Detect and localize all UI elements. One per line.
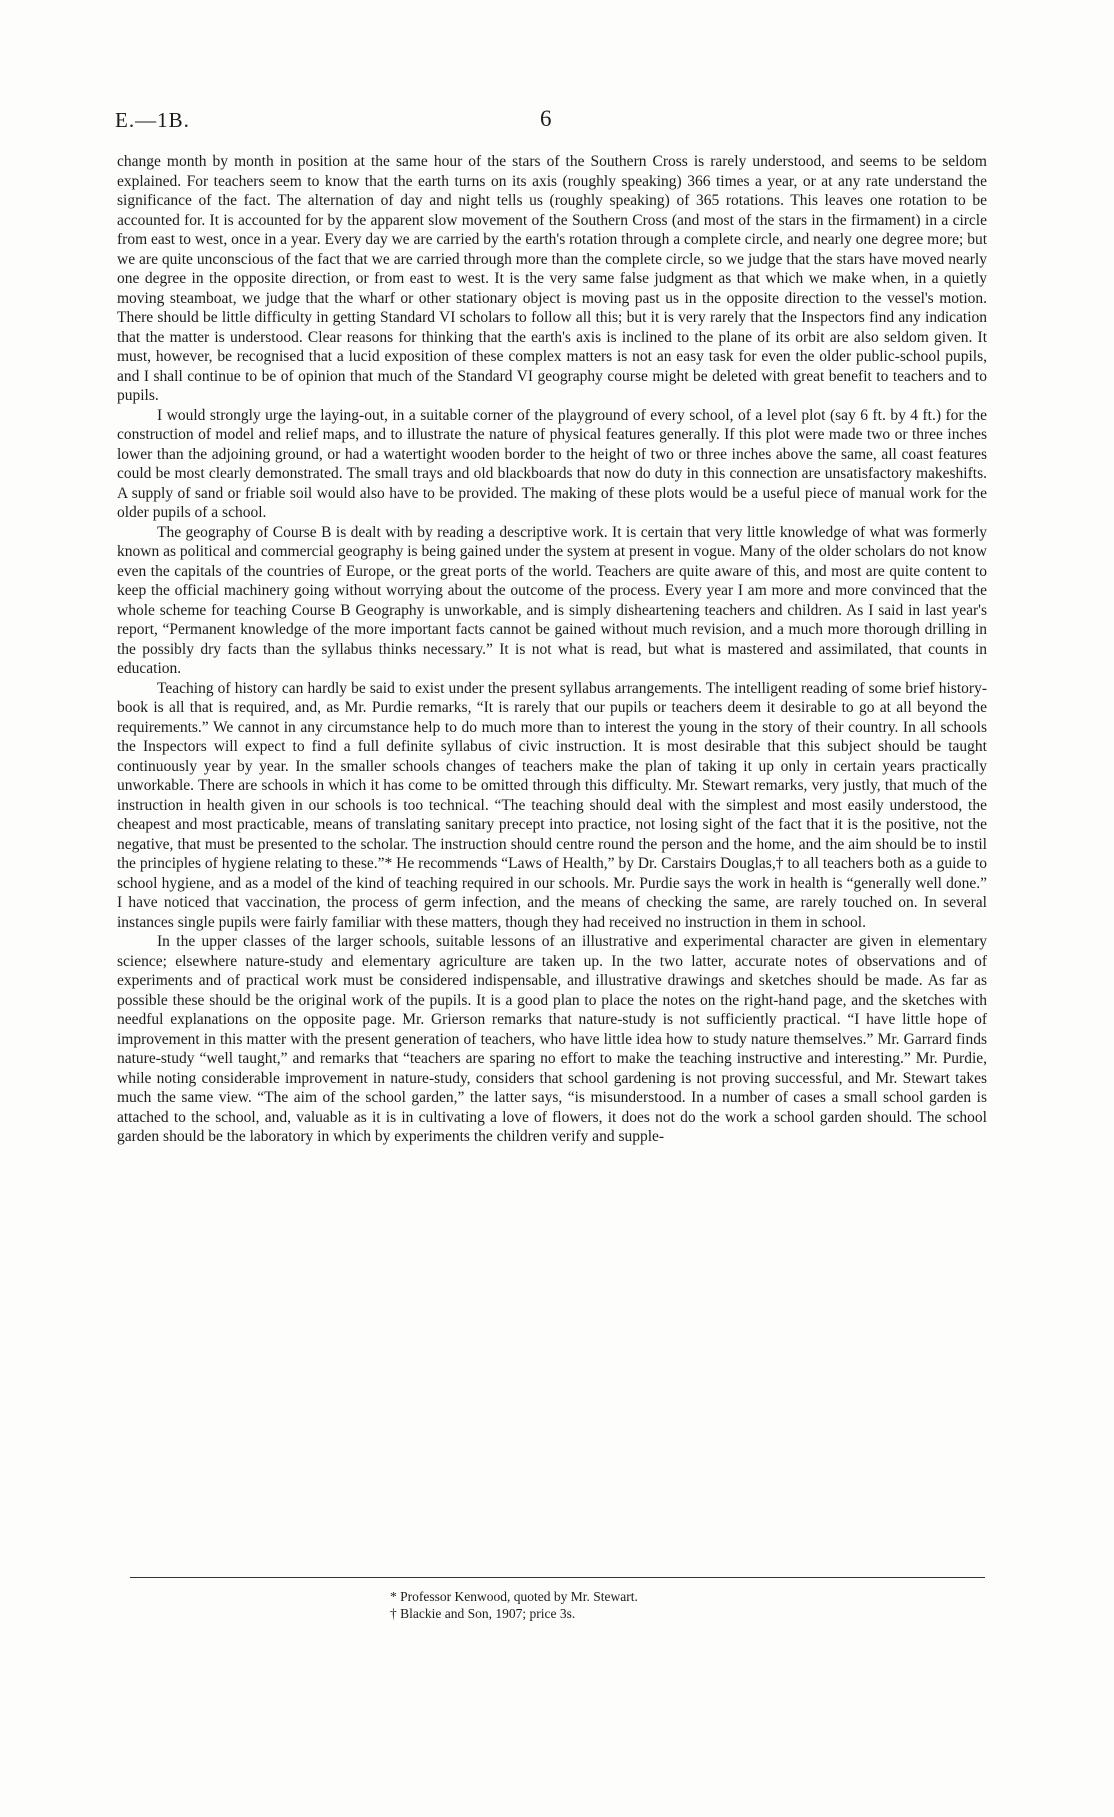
body-text [117,152,987,1147]
page-number: 6 [540,106,552,131]
footnotes [390,1588,890,1622]
footnote-2: † Blackie and Son, 1907; price 3s. [390,1606,576,1621]
paragraph-geography-course-b: The geography of Course B is dealt with by reading a descriptive work. It is certain that very little knowledge of what was formerly known as political and commercial geography is being gained under the system at present in vogue. Many of the older scholars do not know even the capitals of the countries of Europe, or the great ports of the world. Teachers are quite aware of this, and most are quite content to keep the official machinery going without worrying about the outcome of the process. Every year I am more and more convinced that the whole scheme for teaching Course B Geography is unworkable, and is simply disheartening teachers and children. As I said in last year's report, “Permanent knowledge of the more important facts cannot be gained without much revision, and a much more thorough drilling in the possibly dry facts than the syllabus thinks necessary.” It is not what is read, but what is mastered and assimilated, that counts in education. [117,523,987,677]
paragraph-astronomy: change month by month in position at the same hour of the stars of the Southern Cross is rarely understood, and seems to be seldom explained. For teachers seem to know that the earth turns on its axis (roughly speaking) 366 times a year, or at any rate understand the significance of the fact. The alternation of day and night tells us (roughly speaking) of 365 rotations. This leaves one rotation to be accounted for. It is accounted for by the apparent slow movement of the Southern Cross (and most of the stars in the firmament) in a circle from east to west, once in a year. Every day we are carried by the earth's rotation through a complete circle, and nearly one degree more; but we are quite unconscious of the fact that we are carried through more than the complete circle, so we judge that the stars have moved nearly one degree in the opposite direction, or from east to west. It is the very same false judgment as that which we make when, in a quietly moving steamboat, we judge that the wharf or other stationary object is moving past us in the opposite direction to the vessel's motion. There should be little difficulty in getting Standard VI scholars to follow all this; but it is very rarely that the Inspectors find any indication that the matter is understood. Clear reasons for thinking that the earth's axis is inclined to the plane of its orbit are also seldom given. It must, however, be recognised that a lucid exposition of these complex matters is not an easy task for even the older public-school pupils, and I shall continue to be of opinion that much of the Standard VI geography course might be deleted with great benefit to teachers and to pupils. [117,153,987,404]
footnote-1: * Professor Kenwood, quoted by Mr. Stewart. [390,1589,638,1604]
footnote-divider [130,1577,985,1578]
paragraph-relief-maps: I would strongly urge the laying-out, in a suitable corner of the playground of every school, of a level plot (say 6 ft. by 4 ft.) for the construction of model and relief maps, and to illustrate the nature of physical features generally. If this plot were made two or three inches lower than the adjoining ground, or had a watertight wooden border to the height of two or three inches above the same, all coast features could be most clearly demonstrated. The small trays and old blackboards that now do duty in this connection are unsatisfactory makeshifts. A supply of sand or friable soil would also have to be provided. The making of these plots would be a useful piece of manual work for the older pupils of a school. [117,406,987,521]
paragraph-history-health: Teaching of history can hardly be said to exist under the present syllabus arrangements. The intelligent reading of some brief history-book is all that is required, and, as Mr. Purdie remarks, “It is rarely that our pupils or teachers deem it desirable to go at all beyond the requirements.” We cannot in any circumstance help to do much more than to interest the young in the story of their country. In all schools the Inspectors will expect to find a full definite syllabus of civic instruction. It is most desirable that this subject should be taught continuously year by year. In the smaller schools changes of teachers make the plan of taking it up only in certain years practically unworkable. There are schools in which it has come to be omitted through this difficulty. Mr. Stewart remarks, very justly, that much of the instruction in health given in our schools is too technical. “The teaching should deal with the simplest and most easily understood, the cheapest and most practicable, means of translating sanitary precept into practice, not losing sight of the fact that it is the positive, not the negative, that must be presented to the scholar. The instruction should centre round the person and the home, and the aim should be to instil the principles of hygiene relating to these.”* He recommends “Laws of Health,” by Dr. Carstairs Douglas,† to all teachers both as a guide to school hygiene, and as a model of the kind of teaching required in our schools. Mr. Purdie says the work in health is “generally well done.” I have noticed that vaccination, the process of germ infection, and the means of checking the same, are rarely touched on. In several instances single pupils were fairly familiar with these matters, though they had received no instruction in them in school. [117,679,987,931]
paragraph-nature-study: In the upper classes of the larger schools, suitable lessons of an illustrative and experimental character are given in elementary science; elsewhere nature-study and elementary agriculture are taken up. In the two latter, accurate notes of observations and of experiments and of practical work must be considered indispensable, and illustrative drawings and sketches should be made. As far as possible these should be the original work of the pupils. It is a good plan to place the notes on the right-hand page, and the sketches with needful explanations on the opposite page. Mr. Grierson remarks that nature-study is not sufficiently practical. “I have little hope of improvement in this matter with the present generation of teachers, who have little idea how to study nature themselves.” Mr. Garrard finds nature-study “well taught,” and remarks that “teachers are sparing no effort to make the teaching instructive and interesting.” Mr. Purdie, while noting considerable improvement in nature-study, considers that school gardening is not proving successful, and Mr. Stewart takes much the same view. “The aim of the school garden,” the latter says, “is misunderstood. In a number of cases a small school garden is attached to the school, and, valuable as it is in cultivating a love of flowers, it does not do the work a school garden should. The school garden should be the laboratory in which by experiments the children verify and supple- [117,933,987,1145]
document-reference: E.—1B. [115,108,190,132]
